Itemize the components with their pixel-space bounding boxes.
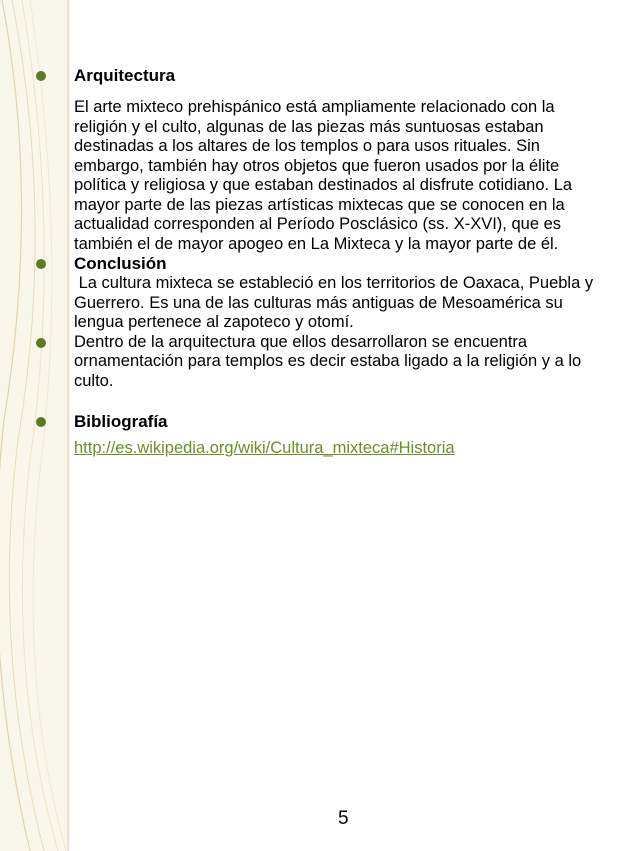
document-content bbox=[35, 66, 605, 458]
section-heading: Arquitectura bbox=[74, 66, 176, 85]
section-arquitectura-templos bbox=[35, 333, 605, 392]
page-number: 5 bbox=[338, 808, 349, 829]
arquitectura-paragraph-block bbox=[35, 98, 605, 254]
section-paragraph: Dentro de la arquitectura que ellos desarrollaron se encuentra ornamentación para templos es decir estaba ligado a la religión y a lo culto. bbox=[74, 332, 582, 390]
bullet-icon bbox=[35, 337, 47, 349]
section-arquitectura bbox=[35, 66, 605, 86]
section-paragraph: El arte mixteco prehispánico está ampliamente relacionado con la religión y el culto, algunas de las piezas más suntuosas estaban destinadas a los altares de los templos o para usos rituales. Sin embargo, también hay otros objetos que fueron usados por la élite política y religiosa y que estaban destinados al disfrute cotidiano. La mayor parte de las piezas artísticas mixtecas que se conocen en la actualidad corresponden al Período Posclásico (ss. X-XVI), que es también el de mayor apogeo en La Mixteca y la mayor parte de él. bbox=[74, 98, 573, 253]
bullet-icon bbox=[35, 70, 47, 82]
section-conclusion bbox=[35, 254, 605, 333]
bibliography-link[interactable]: http://es.wikipedia.org/wiki/Cultura_mixteca#Historia bbox=[74, 439, 455, 457]
section-paragraph: La cultura mixteca se estableció en los territorios de Oaxaca, Puebla y Guerrero. Es una de las culturas más antiguas de Mesoamérica su lengua pertenece al zapoteco y otomí. bbox=[74, 274, 598, 331]
section-bibliografia bbox=[35, 412, 605, 458]
bullet-icon bbox=[35, 258, 47, 270]
section-heading: Bibliografía bbox=[74, 412, 168, 431]
bullet-icon bbox=[35, 416, 47, 428]
section-heading: Conclusión bbox=[74, 254, 167, 273]
